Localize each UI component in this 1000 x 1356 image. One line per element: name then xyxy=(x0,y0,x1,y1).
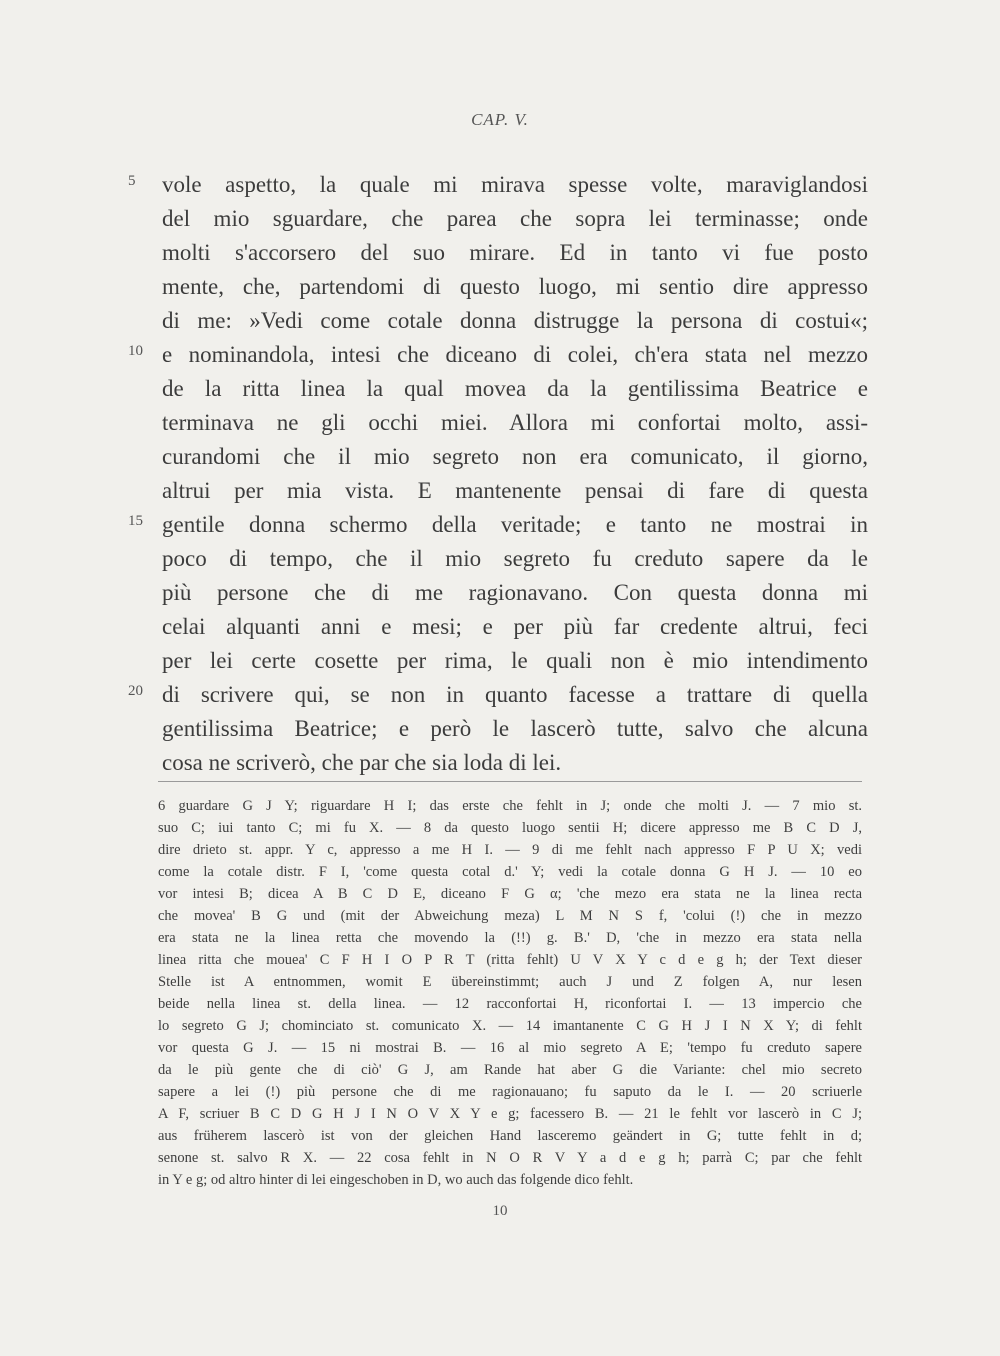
footnote-line: vor intesi B; dicea A B C D E, diceano F G α; 'che mezo era stata ne la linea recta xyxy=(158,886,862,902)
footnote-divider xyxy=(158,781,862,782)
footnote-line: da le più gente che di ciò' G J, am Rande hat aber G die Variante: chel mio secreto xyxy=(158,1062,862,1078)
footnote-line: in Y e g; od altro hinter di lei eingeschoben in D, wo auch das folgende dico fehlt. xyxy=(158,1172,634,1188)
page-number: 10 xyxy=(492,1203,508,1219)
body-line: vole aspetto, la quale mi mirava spesse volte, maraviglandosi xyxy=(162,172,868,197)
body-line: mente, che, partendomi di questo luogo, mi sentio dire appresso xyxy=(162,274,868,299)
chapter-header: CAP. V. xyxy=(471,110,529,129)
body-line: curandomi che il mio segreto non era comunicato, il giorno, xyxy=(162,444,868,469)
footnote-line: beide nella linea st. della linea. — 12 racconfortai H, riconfortai I. — 13 impercio che xyxy=(158,996,862,1012)
body-line: di me: »Vedi come cotale donna distrugge la persona di costui«; xyxy=(162,308,868,333)
footnote-line: linea ritta che mouea' C F H I O P R T (ritta fehlt) U V X Y c d e g h; der Text dieser xyxy=(158,952,862,968)
body-line: celai alquanti anni e mesi; e per più far credente altrui, feci xyxy=(162,614,868,639)
footnote-line: sapere a lei (!) più persone che di me ragionauano; fu saputo da le I. — 20 scriuerle xyxy=(158,1084,862,1100)
body-line: gentile donna schermo della veritade; e tanto ne mostrai in xyxy=(162,512,868,537)
body-line: gentilissima Beatrice; e però le lascerò tutte, salvo che alcuna xyxy=(162,716,868,741)
footnote-line: suo C; iui tanto C; mi fu X. — 8 da questo luogo sentii H; dicere appresso me B C D J, xyxy=(158,820,862,836)
body-line: terminava ne gli occhi miei. Allora mi confortai molto, assi- xyxy=(162,410,868,435)
body-line: altrui per mia vista. E mantenente pensai di fare di questa xyxy=(162,478,868,503)
footnote-line: lo segreto G J; chominciato st. comunicato X. — 14 imantanente C G H J I N X Y; di fehlt xyxy=(158,1018,862,1034)
body-line: e nominandola, intesi che diceano di colei, ch'era stata nel mezzo xyxy=(162,342,868,367)
line-number: 15 xyxy=(128,513,143,529)
footnote-line: aus früherem lascerò ist von der gleichen Hand lasceremo geändert in G; tutte fehlt in d; xyxy=(158,1128,862,1144)
line-number: 10 xyxy=(128,343,143,359)
body-line: di scrivere qui, se non in quanto facesse a trattare di quella xyxy=(162,682,868,707)
footnote-line: era stata ne la linea retta che movendo la (!!) g. B.' D, 'che in mezzo era stata nella xyxy=(158,930,862,946)
body-line: per lei certe cosette per rima, le quali non è mio intendimento xyxy=(162,648,868,673)
footnote-line: come la cotale distr. F I, 'come questa cotal d.' Y; vedi la cotale donna G H J. — 10 eo xyxy=(158,864,862,880)
footnote-line: 6 guardare G J Y; riguardare H I; das erste che fehlt in J; onde che molti J. — 7 mio st. xyxy=(158,798,862,814)
footnote-line: che movea' B G und (mit der Abweichung meza) L M N S f, 'colui (!) che in mezzo xyxy=(158,908,862,924)
footnote-line: vor questa G J. — 15 ni mostrai B. — 16 al mio segreto A E; 'tempo fu creduto sapere xyxy=(158,1040,862,1056)
footnote-line: dire drieto st. appr. Y c, appresso a me H I. — 9 di me fehlt nach appresso F P U X; vedi xyxy=(158,842,862,858)
footnote-line: A F, scriuer B C D G H J I N O V X Y e g; facessero B. — 21 le fehlt vor lascerò in C J; xyxy=(158,1106,862,1122)
line-number: 5 xyxy=(128,173,136,189)
body-line: de la ritta linea la qual movea da la gentilissima Beatrice e xyxy=(162,376,868,401)
body-line: del mio sguardare, che parea che sopra lei terminasse; onde xyxy=(162,206,868,231)
body-line: molti s'accorsero del suo mirare. Ed in tanto vi fue posto xyxy=(162,240,868,265)
body-line: più persone che di me ragionavano. Con questa donna mi xyxy=(162,580,868,605)
footnote-line: Stelle ist A entnommen, womit E übereinstimmt; auch J und Z folgen A, nur lesen xyxy=(158,974,862,990)
body-line: poco di tempo, che il mio segreto fu creduto sapere da le xyxy=(162,546,868,571)
line-number: 20 xyxy=(128,683,143,699)
footnote-line: senone st. salvo R X. — 22 cosa fehlt in N O R V Y a d e g h; parrà C; par che fehlt xyxy=(158,1150,862,1166)
body-line: cosa ne scriverò, che par che sia loda di lei. xyxy=(162,750,562,775)
